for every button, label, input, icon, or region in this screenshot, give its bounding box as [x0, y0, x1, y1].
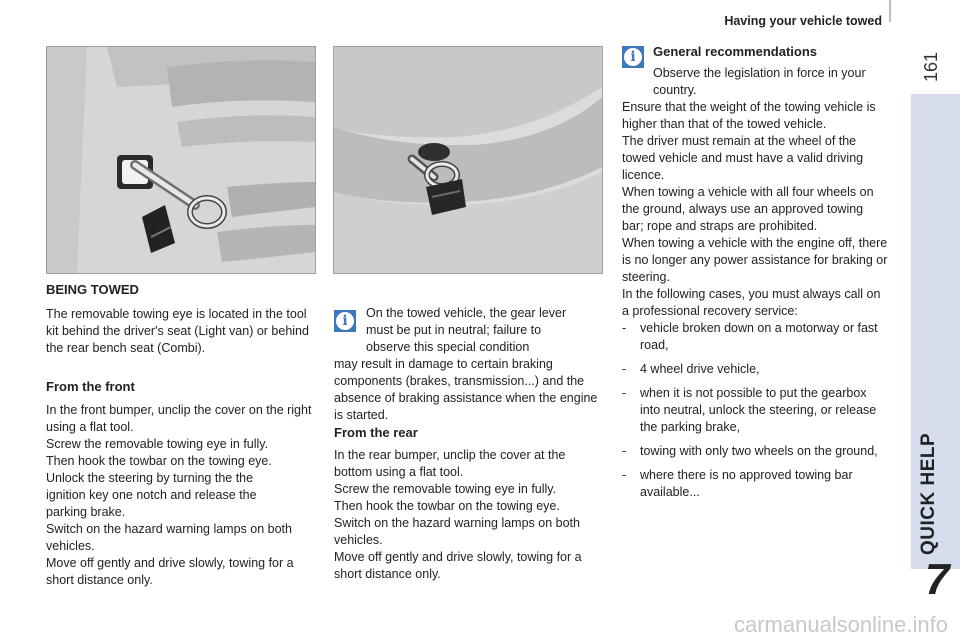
- watermark: carmanualsonline.info: [733, 612, 948, 637]
- list-item: - where there is no approved towing bar available...: [622, 468, 853, 499]
- from-front-instructions: [46, 402, 318, 589]
- recommendation: Ensure that the weight of the towing vehicle is higher than that of the towed vehicle.: [622, 100, 876, 131]
- header-title: Having your vehicle towed: [724, 14, 882, 28]
- from-rear-heading: From the rear: [334, 425, 418, 440]
- front-step: Switch on the hazard warning lamps on both vehicles.: [46, 522, 292, 553]
- list-item: - vehicle broken down on a motorway or fast road,: [622, 321, 878, 352]
- front-step: Then hook the towbar on the towing eye.: [46, 454, 272, 468]
- being-towed-heading: BEING TOWED: [46, 282, 139, 297]
- from-front-heading: From the front: [46, 379, 135, 394]
- rear-step: Then hook the towbar on the towing eye.: [334, 499, 560, 513]
- recommendation: When towing a vehicle with all four wheels on the ground, always use an approved towing bar; rope and straps are prohibited.: [622, 185, 874, 233]
- front-step: Move off gently and drive slowly, towing for a short distance only.: [46, 556, 294, 587]
- front-step: In the front bumper, unclip the cover on the right using a flat tool.: [46, 403, 312, 434]
- from-rear-instructions: [334, 447, 606, 583]
- neutral-info-text-indented: On the towed vehicle, the gear lever must be put in neutral; failure to observe this special condition: [366, 306, 567, 354]
- recommendation: When towing a vehicle with the engine off, there is no longer any power assistance for braking or steering.: [622, 236, 888, 284]
- front-towing-eye-photo: [46, 46, 316, 274]
- general-recommendations-heading: General recommendations: [653, 44, 817, 59]
- list-item: - when it is not possible to put the gearbox into neutral, unlock the steering, or release the parking brake,: [622, 386, 877, 434]
- neutral-info-icon: i: [334, 310, 356, 332]
- rear-step: Move off gently and drive slowly, towing for a short distance only.: [334, 550, 582, 581]
- front-step: Unlock the steering by turning the the ignition key one notch and release the parking brake.: [46, 471, 257, 519]
- rear-step: Screw the removable towing eye in fully.: [334, 482, 557, 496]
- page-number: 161: [921, 51, 941, 82]
- chapter-number: 7: [925, 555, 950, 604]
- rear-towing-eye-photo: [333, 46, 603, 274]
- neutral-info-text: may result in damage to certain braking components (brakes, transmission...) and the absence of braking assistance when the engine is started.: [334, 357, 598, 422]
- list-item: - 4 wheel drive vehicle,: [622, 362, 760, 376]
- recommendation: In the following cases, you must always call on a professional recovery service:: [622, 287, 881, 318]
- recommendation: The driver must remain at the wheel of the towed vehicle and must have a valid driving licence.: [622, 134, 864, 182]
- front-step: Screw the removable towing eye in fully.: [46, 437, 269, 451]
- list-item: - towing with only two wheels on the ground,: [622, 444, 878, 458]
- general-intro: Observe the legislation in force in your country.: [653, 66, 866, 97]
- being-towed-intro: The removable towing eye is located in the tool kit behind the driver's seat (Light van) or behind the rear bench seat (Combi).: [46, 307, 309, 355]
- rear-step: In the rear bumper, unclip the cover at the bottom using a flat tool.: [334, 448, 566, 479]
- rear-step: Switch on the hazard warning lamps on both vehicles.: [334, 516, 580, 547]
- general-recommendations-body: [622, 99, 888, 508]
- side-tab-label: QUICK HELP: [918, 432, 939, 555]
- recovery-cases-list: [622, 320, 888, 501]
- general-info-icon: i: [622, 46, 644, 68]
- header-divider: [889, 0, 891, 22]
